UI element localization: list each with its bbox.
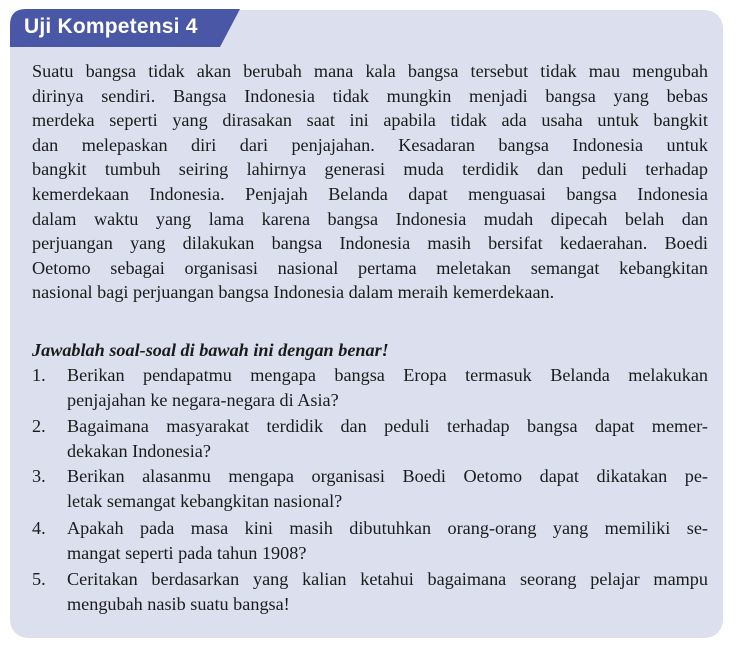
paragraph-line: dirinya sendiri. Bangsa Indonesia tidak mungkin menjadi bangsa yang bebas xyxy=(32,85,708,106)
question-line: letak semangat kebangkitan nasional? xyxy=(67,490,343,511)
paragraph-line: kemerdekaan Indonesia. Penjajah Belanda dapat menguasai bangsa Indonesia xyxy=(32,183,708,204)
paragraph-line: merdeka seperti yang dirasakan saat ini apabila tidak ada usaha untuk bangkit xyxy=(32,110,708,131)
section-header-tab xyxy=(10,9,240,47)
question-number: 1. xyxy=(32,365,46,385)
question-number: 3. xyxy=(32,466,46,486)
question-number: 2. xyxy=(32,416,46,436)
question-line: mangat seperti pada tahun 1908? xyxy=(67,542,307,563)
question-line: penjajahan ke negara-negara di Asia? xyxy=(67,389,339,410)
question-line: dekakan Indonesia? xyxy=(67,440,211,461)
question-line: Ceritakan berdasarkan yang kalian ketahui bagaimana seorang pelajar mampu xyxy=(67,569,708,589)
question-item xyxy=(32,363,708,412)
section-title: Uji Kompetensi 4 xyxy=(24,15,198,38)
question-line: Bagaimana masyarakat terdidik dan peduli terhadap bangsa dapat memer- xyxy=(67,416,708,436)
intro-paragraph xyxy=(32,59,708,305)
instruction-heading: Jawablah soal-soal di bawah ini dengan benar! xyxy=(32,340,389,360)
question-line: mengubah nasib suatu bangsa! xyxy=(67,593,290,614)
question-item xyxy=(32,516,708,565)
question-item xyxy=(32,414,708,463)
paragraph-line: nasional bagi perjuangan bangsa Indonesia dalam meraih kemerdekaan. xyxy=(32,282,555,303)
paragraph-line: dan melepaskan diri dari penjajahan. Kesadaran bangsa Indonesia untuk xyxy=(32,134,708,155)
question-item xyxy=(32,464,708,513)
question-item xyxy=(32,567,708,616)
question-number: 5. xyxy=(32,569,46,589)
question-line: Apakah pada masa kini masih dibutuhkan orang-orang yang memiliki se- xyxy=(67,518,708,538)
paragraph-line: perjuangan yang dilakukan bangsa Indonesia masih bersifat kedaerahan. Boedi xyxy=(32,233,708,254)
paragraph-line: dalam waktu yang lama karena bangsa Indonesia mudah dipecah belah dan xyxy=(32,208,708,229)
paragraph-line: Suatu bangsa tidak akan berubah mana kala bangsa tersebut tidak mau mengubah xyxy=(32,61,708,81)
question-line: Berikan alasanmu mengapa organisasi Boedi Oetomo dapat dikatakan pe- xyxy=(67,466,708,486)
paragraph-line: Oetomo sebagai organisasi nasional pertama meletakan semangat kebangkitan xyxy=(32,257,708,278)
paragraph-line: bangkit tumbuh seiring lahirnya generasi muda terdidik dan peduli terhadap xyxy=(32,159,708,180)
question-number: 4. xyxy=(32,518,46,538)
question-line: Berikan pendapatmu mengapa bangsa Eropa termasuk Belanda melakukan xyxy=(67,365,708,385)
